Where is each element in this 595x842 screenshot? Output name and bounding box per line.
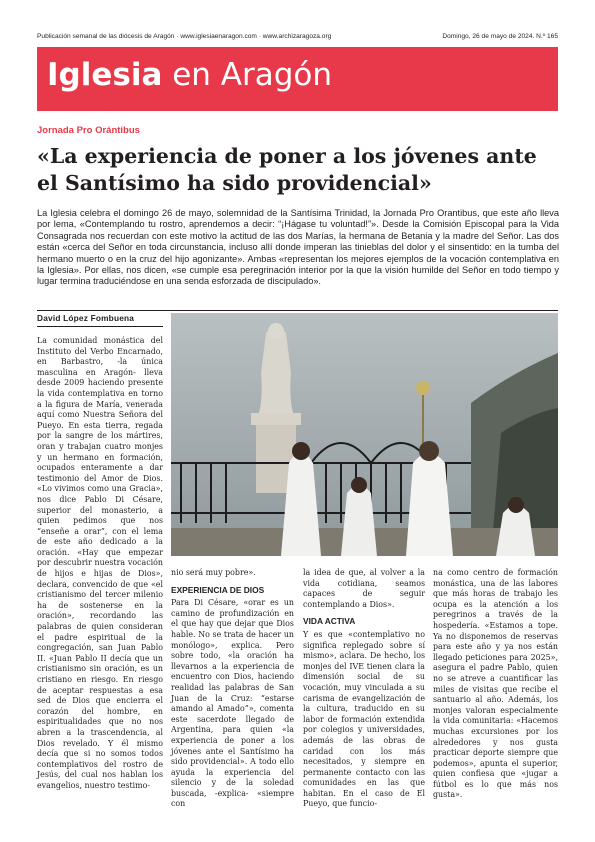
subhead-vida-activa: VIDA ACTIVA xyxy=(303,616,356,627)
brand-bold: Iglesia xyxy=(47,57,163,93)
column-3-intro: la idea de que, al volver a la vida cotidiana, seamos capaces de seguir contemplando a Dios». xyxy=(303,568,425,609)
date-issue: Domingo, 26 de mayo de 2024. N.º 165 xyxy=(442,33,558,40)
byline: David López Fombuena xyxy=(37,313,135,323)
brand-light: en Aragón xyxy=(162,57,333,93)
article-headline: «La experiencia de poner a los jóvenes ante el Santísimo ha sido providencial» xyxy=(37,144,537,195)
column-3-text: Y es que «contemplativo no significa replegado sobre sí mismo», aclara. De hecho, los monjes del IVE tienen clara la dimensión social de su vocación, muy vinculada a su carisma de evangelización de la cultura, traducido en su labor de formación extendida por colegios y universidades, además de las obras de caridad con los más necesitados, y siempre en permanente contacto con las comunidades en las que habitan. En el caso de El Pueyo, que funcio- xyxy=(303,629,425,809)
byline-rule xyxy=(37,326,163,327)
column-1-text: La comunidad monástica del Instituto del Verbo Encarnado, en Barbastro, -la única masculina en Aragón- lleva desde 2009 haciendo presente la vida contemplativa en torno a la figura de María, venerada aquí como Nuestra Señora del Pueyo. En esta tierra, regada por la sangre de los mártires, oran y trabajan cuatro monjes y un hermano en formación, ocupados enteramente a dar testimonio del Amor de Dios. «Lo vivimos como una Gracia», nos dice Pablo Di Césare, superior del monasterio, a quien pedimos que nos “enseñe a orar”, con el lema de este año dedicado a la oración. «Hay que empezar por descubrir nuestra vocación de hijos e hijas de Dios», declara, convencido de que «el cristianismo del tercer milenio ha de sostenerse en la oración», recordando las palabras de quien consideran el padre espiritual de la congregación, san Juan Pablo II. «Juan Pablo II decía que un cristianismo sin oración, es un cristiano en riesgo. En riesgo de aceptar respuestas a esa sed de Dios que encierra el corazón del hombre, en espiritualidades que no nos abren a la trascendencia, al Dios revelado. Y él mismo decía que si no somos todos contemplativos del rostro de Jesús, del cual nos hablan los evangelios, nuestro testimo- xyxy=(37,336,163,790)
divider-rule xyxy=(37,310,558,311)
section-kicker: Jornada Pro Orántibus xyxy=(37,125,140,136)
masthead-banner xyxy=(37,47,558,111)
article-photo xyxy=(171,313,558,556)
subhead-experiencia: EXPERIENCIA DE DIOS xyxy=(171,584,265,595)
column-4-text: na como centro de formación monástica, una de las labores que más horas de trabajo les ocupa es la atención a los peregrinos a través de la hospedería. «Estamos a tope. Ya no disponemos de reservas para este año y ya nos están llegado peticiones para 2025», asegura el padre Pablo, quien no se atreve a cuantificar las miles de visitas que recibe el santuario al año. Además, los monjes valoran especialmente la vida comunitaria: «Hacemos muchas excursiones por los alrededores y nos gusta practicar deporte siempre que podemos», apunta el superior, quien confiesa que «jugar a fútbol es lo que más nos gusta». xyxy=(433,568,558,800)
article-column-3 xyxy=(303,568,425,810)
publication-line: Publicación semanal de las diócesis de Aragón · www.iglesiaenaragon.com · www.archizaragoza.org xyxy=(37,33,332,40)
top-info-bar xyxy=(37,33,558,45)
column-2-intro: nio será muy pobre». xyxy=(171,568,256,577)
article-lead: La Iglesia celebra el domingo 26 de mayo, solemnidad de la Santísima Trinidad, la Jornada Pro Orantibus, que este año lleva por lema, «Contemplando tu rostro, aprendemos a decir: “¡Hágase tu voluntad!”». Desde la Comisión Episcopal para la Vida Consagrada nos recuerdan con este motivo la actitud de las dos Marías, la hermana de Betania y la madre del Señor. Las dos están «cerca del Señor en toda circunstancia, incluso allí donde imperan las tinieblas del dolor y el sinsentido: en la tumba del hermano muerto o en la cruz del hijo agonizante». Ambas «representan los mejores ejemplos de la vocación contemplativa en la Iglesia». Por ellas, nos dicen, «se cumple esa peregrinación interior por la que la visión humilde del Señor en todo tiempo y lugar termina traduciéndose en una senda esforzada de discipulado». xyxy=(37,208,559,287)
article-column-4 xyxy=(433,568,558,801)
article-column-2 xyxy=(171,568,294,810)
column-2-text: Para Di Césare, «orar es un camino de profundización en el que hay que dejar que Dios hable. No se trata de hacer un monólogo», explica. Pero sobre todo, «la oración ha llevarnos a la experiencia de encuentro con Dios, haciendo realidad las palabras de San Juan de la Cruz: “estarse amando al Amado”», comenta este sacerdote llegado de Argentina, para quien «la experiencia de poner a los jóvenes ante el Santísimo ha sido providencial». A todo ello ayuda la experiencia del silencio y de la soledad buscada, -explica- «siempre con xyxy=(171,598,294,809)
masthead-logo xyxy=(47,57,332,93)
procession-photo-illustration xyxy=(171,313,558,556)
article-column-1 xyxy=(37,336,163,792)
